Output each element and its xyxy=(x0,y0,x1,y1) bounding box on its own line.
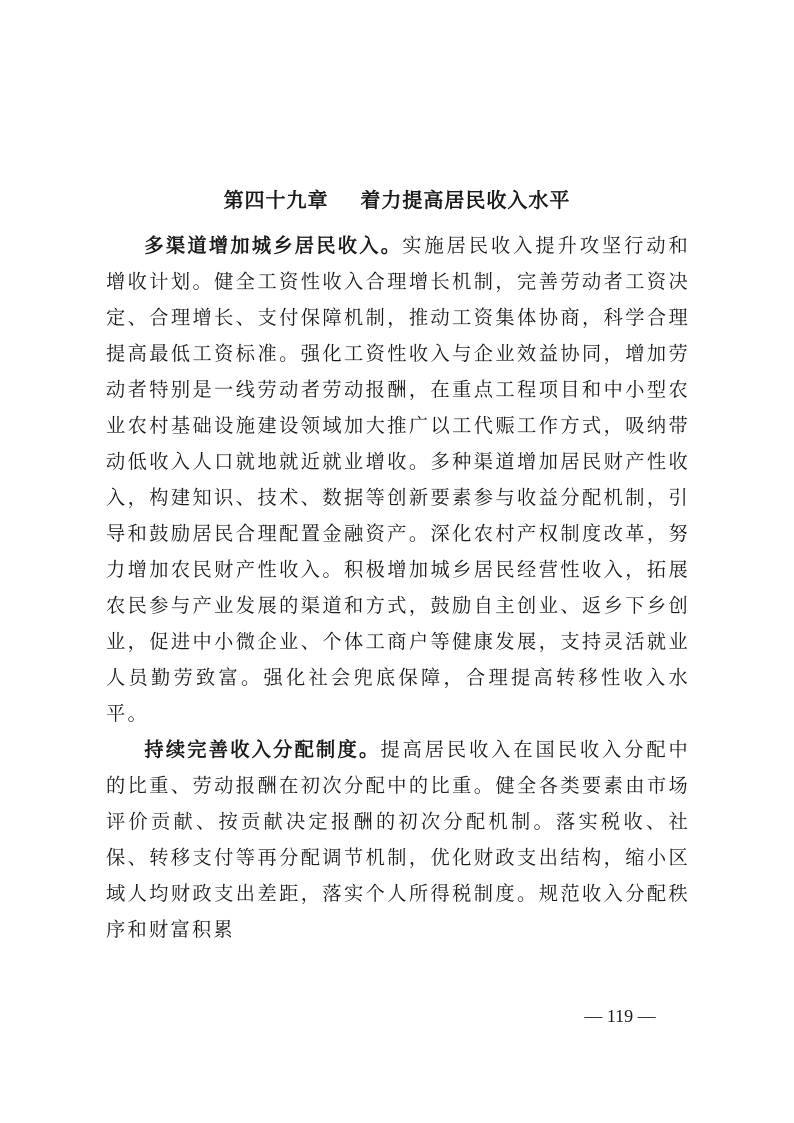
paragraph-lead: 多渠道增加城乡居民收入。 xyxy=(144,234,403,257)
chapter-title: 第四十九章 着力提高居民收入水平 xyxy=(223,188,571,213)
page-number: — 119 — xyxy=(584,1006,656,1026)
paragraph-income-channels xyxy=(106,228,690,732)
paragraph-lead: 持续完善收入分配制度。 xyxy=(144,738,381,761)
body-text xyxy=(106,228,690,948)
paragraph-distribution-system xyxy=(106,732,690,948)
paragraph-text: 提高居民收入在国民收入分配中的比重、劳动报酬在初次分配中的比重。健全各类要素由市场评价贡献、按贡献决定报酬的初次分配机制。落实税收、社保、转移支付等再分配调节机制，优化财政支出结构，缩小区域人均财政支出差距，落实个人所得税制度。规范收入分配秩序和财富积累 xyxy=(106,738,690,941)
paragraph-text: 实施居民收入提升攻坚行动和增收计划。健全工资性收入合理增长机制，完善劳动者工资决定、合理增长、支付保障机制，推动工资集体协商，科学合理提高最低工资标准。强化工资性收入与企业效益协同，增加劳动者特别是一线劳动者劳动报酬，在重点工程项目和中小型农业农村基础设施建设领域加大推广以工代赈工作方式，吸纳带动低收入人口就地就近就业增收。多种渠道增加居民财产性收入，构建知识、技术、数据等创新要素参与收益分配机制，引导和鼓励居民合理配置金融资产。深化农村产权制度改革，努力增加农民财产性收入。积极增加城乡居民经营性收入，拓展农民参与产业发展的渠道和方式，鼓励自主创业、返乡下乡创业，促进中小微企业、个体工商户等健康发展，支持灵活就业人员勤劳致富。强化社会兜底保障，合理提高转移性收入水平。 xyxy=(106,234,690,725)
